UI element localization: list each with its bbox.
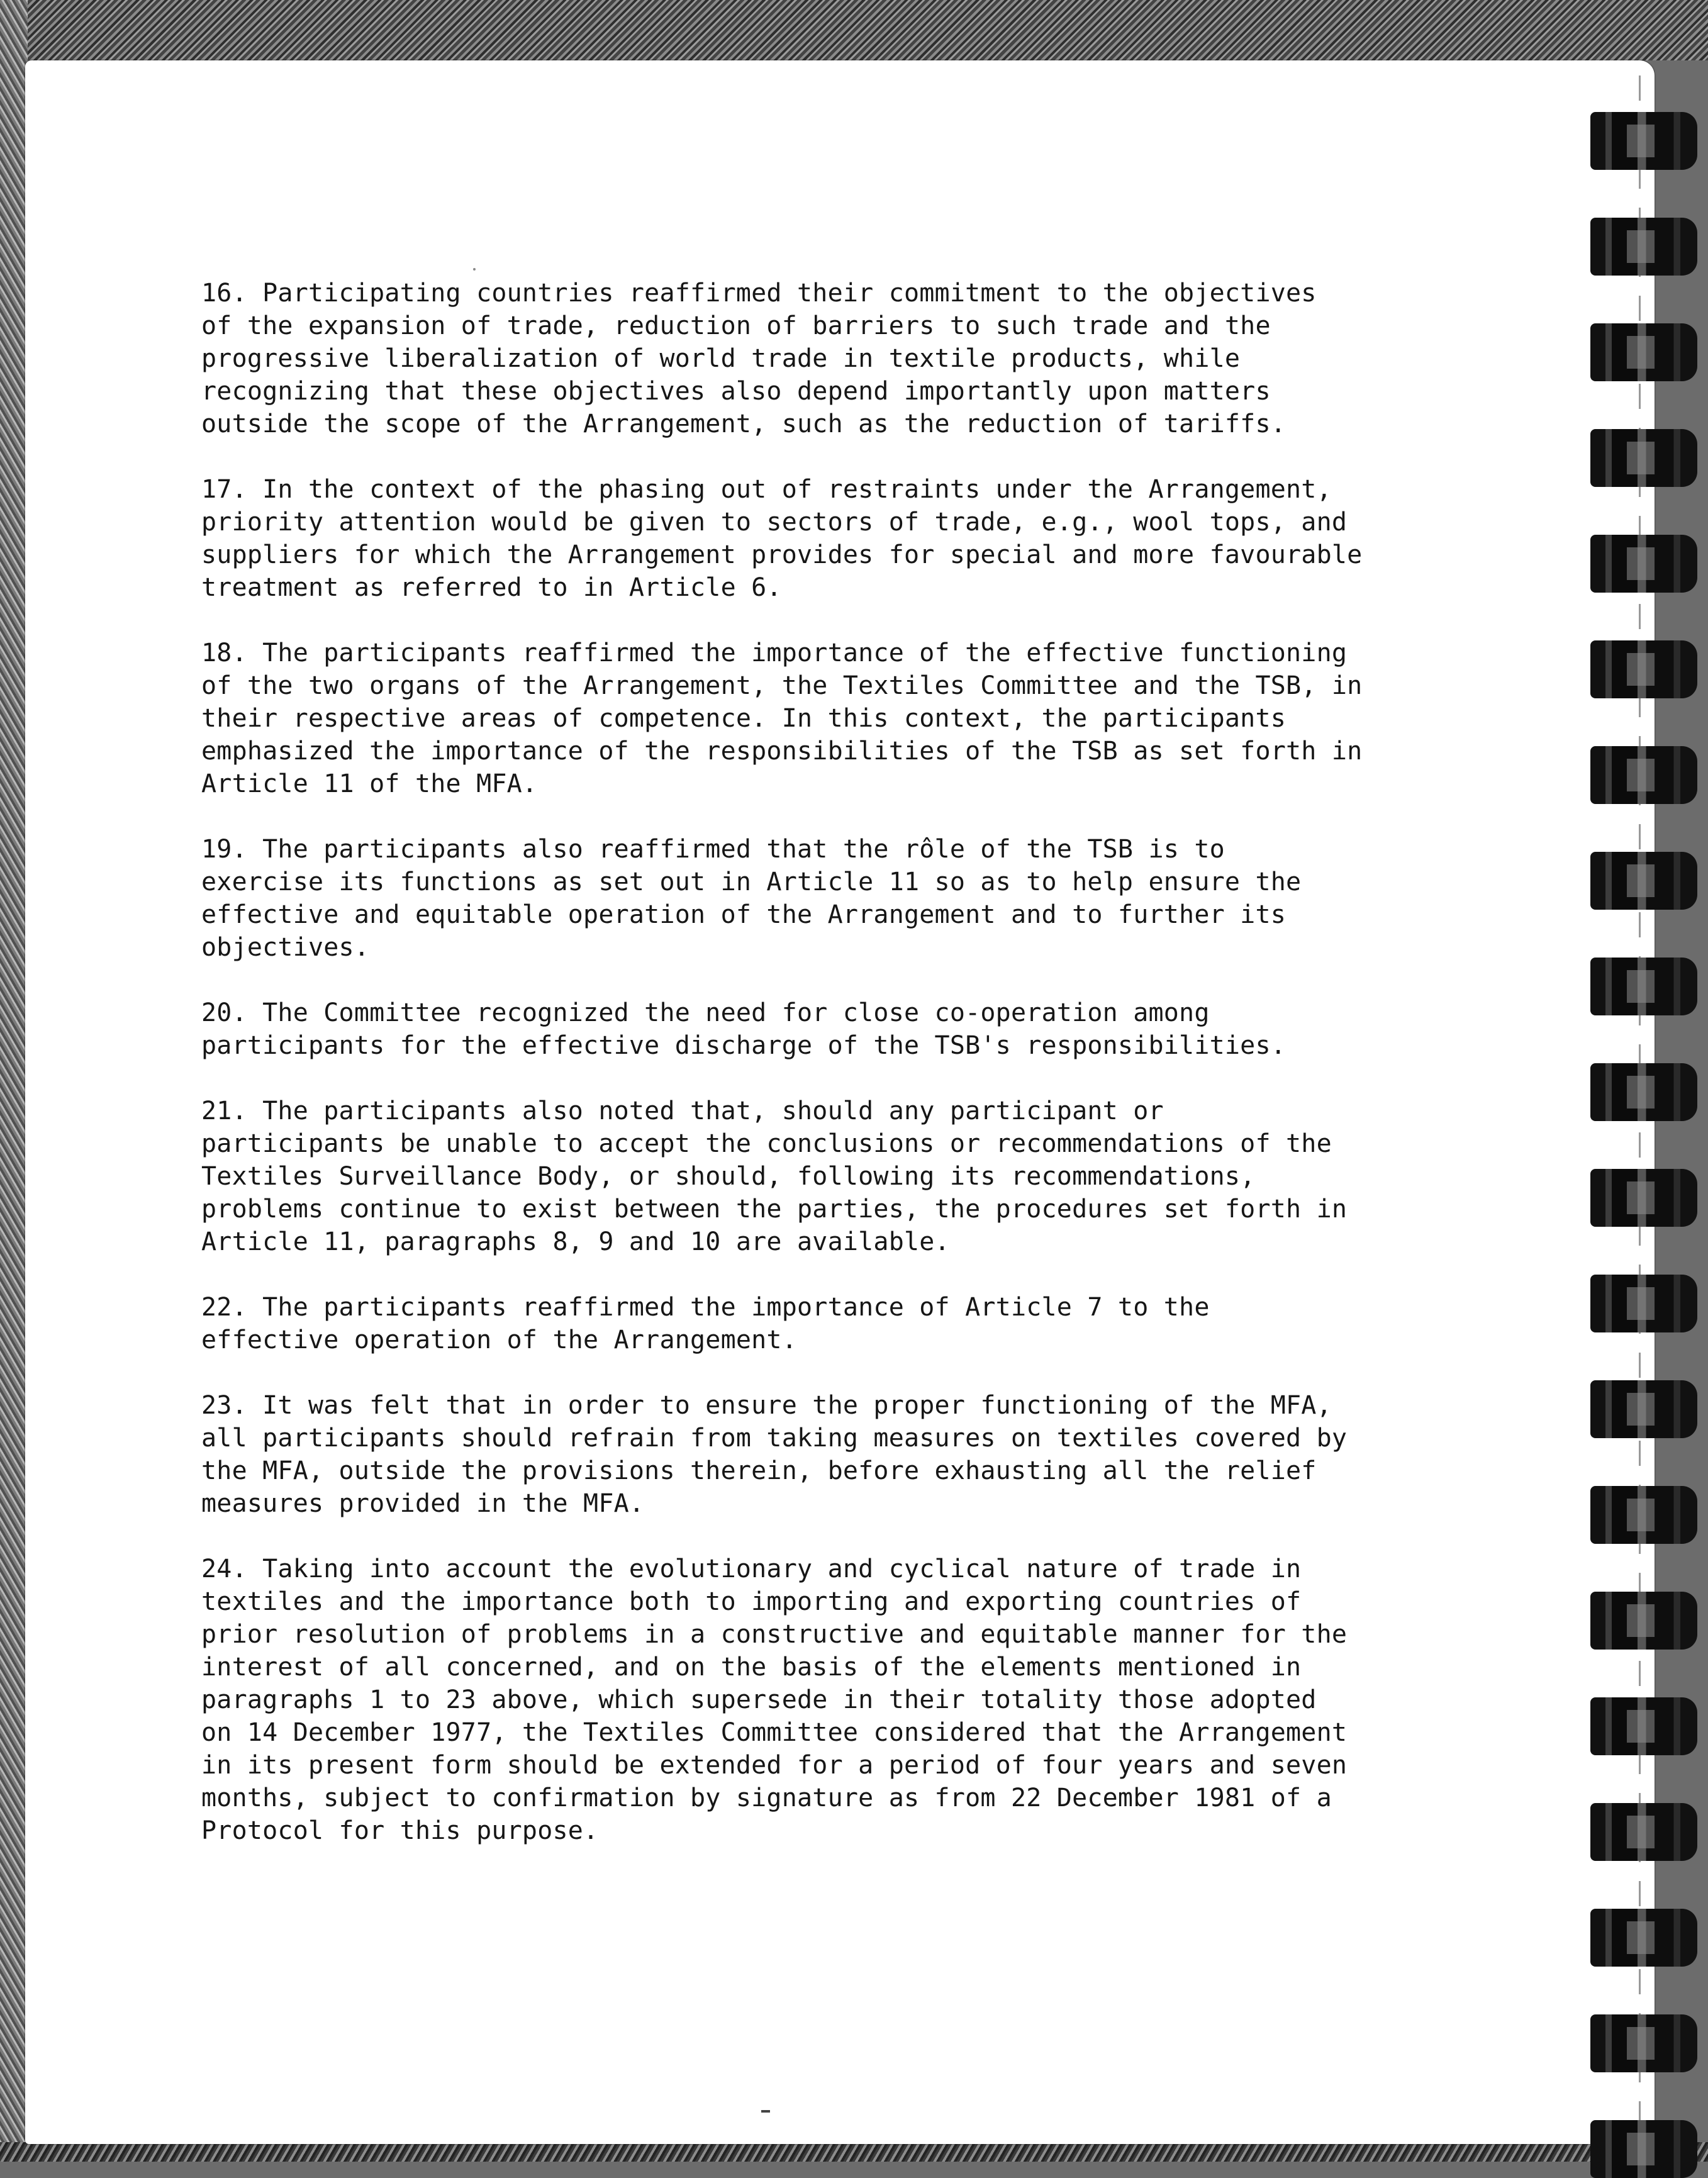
paragraph-16: 16. Participating countries reaffirmed their commitment to the objectives of the expansion of trade, reduction of barriers to such trade and the progressive liberalization of world trade in textile products, while recognizing that these objectives also depend importantly upon matters outside the scope of the Arrangement, such as the reduction of tariffs.	[201, 279, 1317, 438]
paragraph-20: 20. The Committee recognized the need for close co-operation among participants for the effective discharge of the TSB's responsibilities.	[201, 998, 1287, 1060]
scan-bottom-edge	[0, 2142, 1708, 2162]
paragraph-17: 17. In the context of the phasing out of restraints under the Arrangement, priority attention would be given to sectors of trade, e.g., wool tops, and suppliers for which the Arrangement provides for special and more favourable treatment as referred to in Article 6.	[201, 475, 1363, 602]
binding-ring	[1590, 1275, 1697, 1332]
binding-ring	[1590, 112, 1697, 170]
scan-speck	[473, 268, 476, 271]
binding-ring	[1590, 535, 1697, 593]
binding-ring	[1590, 958, 1697, 1015]
binding-ring	[1590, 1063, 1697, 1121]
binding-ring	[1590, 1380, 1697, 1438]
binding-ring	[1590, 1909, 1697, 1967]
binding-ring	[1590, 1803, 1697, 1861]
scan-speck	[761, 2110, 770, 2113]
document-body	[201, 277, 1441, 1880]
binding-ring	[1590, 323, 1697, 381]
binding-ring	[1590, 429, 1697, 487]
paragraph-21: 21. The participants also noted that, should any participant or participants be unable to accept the conclusions or recommendations of the Textiles Surveillance Body, or should, following its recommendations, problems continue to exist between the parties, the procedures set forth in Article 11, paragraphs 8, 9 and 10 are available.	[201, 1097, 1348, 1256]
paragraph-22: 22. The participants reaffirmed the importance of Article 7 to the effective operation of the Arrangement.	[201, 1293, 1210, 1354]
binding-ring	[1590, 1486, 1697, 1544]
binding-ring	[1590, 2014, 1697, 2072]
binding-ring	[1590, 746, 1697, 804]
paragraph-24: 24. Taking into account the evolutionary and cyclical nature of trade in textiles and the importance both to importing and exporting countries of prior resolution of problems in a constructive and equitable manner for the interest of all concerned, and on the basis of the elements mentioned in paragraphs 1 to 23 above, which supersede in their totality those adopted on 14 December 1977, the Textiles Committee considered that the Arrangement in its present form should be extended for a period of four years and seven months, subject to confirmation by signature as from 22 December 1981 of a Protocol for this purpose.	[201, 1555, 1348, 1845]
binding-ring	[1590, 640, 1697, 698]
spiral-binding	[1579, 75, 1708, 2145]
paragraph-19: 19. The participants also reaffirmed that the rôle of the TSB is to exercise its functions as set out in Article 11 so as to help ensure the effective and equitable operation of the Arrangement and to further its objectives.	[201, 835, 1302, 962]
binding-ring	[1590, 218, 1697, 276]
binding-ring	[1590, 1697, 1697, 1755]
binding-ring	[1590, 2120, 1697, 2178]
scan-left-edge	[0, 0, 28, 2162]
binding-ring	[1590, 1169, 1697, 1227]
paragraph-18: 18. The participants reaffirmed the importance of the effective functioning of the two organs of the Arrangement, the Textiles Committee and the TSB, in their respective areas of competence. In this context, the participants emphasized the importance of the responsibilities of the TSB as set forth in Article 11 of the MFA.	[201, 639, 1363, 798]
binding-ring	[1590, 852, 1697, 910]
scan-top-edge	[0, 0, 1708, 60]
paragraph-23: 23. It was felt that in order to ensure the proper functioning of the MFA, all participants should refrain from taking measures on textiles covered by the MFA, outside the provisions therein, before exhausting all the relief measures provided in the MFA.	[201, 1391, 1348, 1518]
binding-ring	[1590, 1592, 1697, 1650]
